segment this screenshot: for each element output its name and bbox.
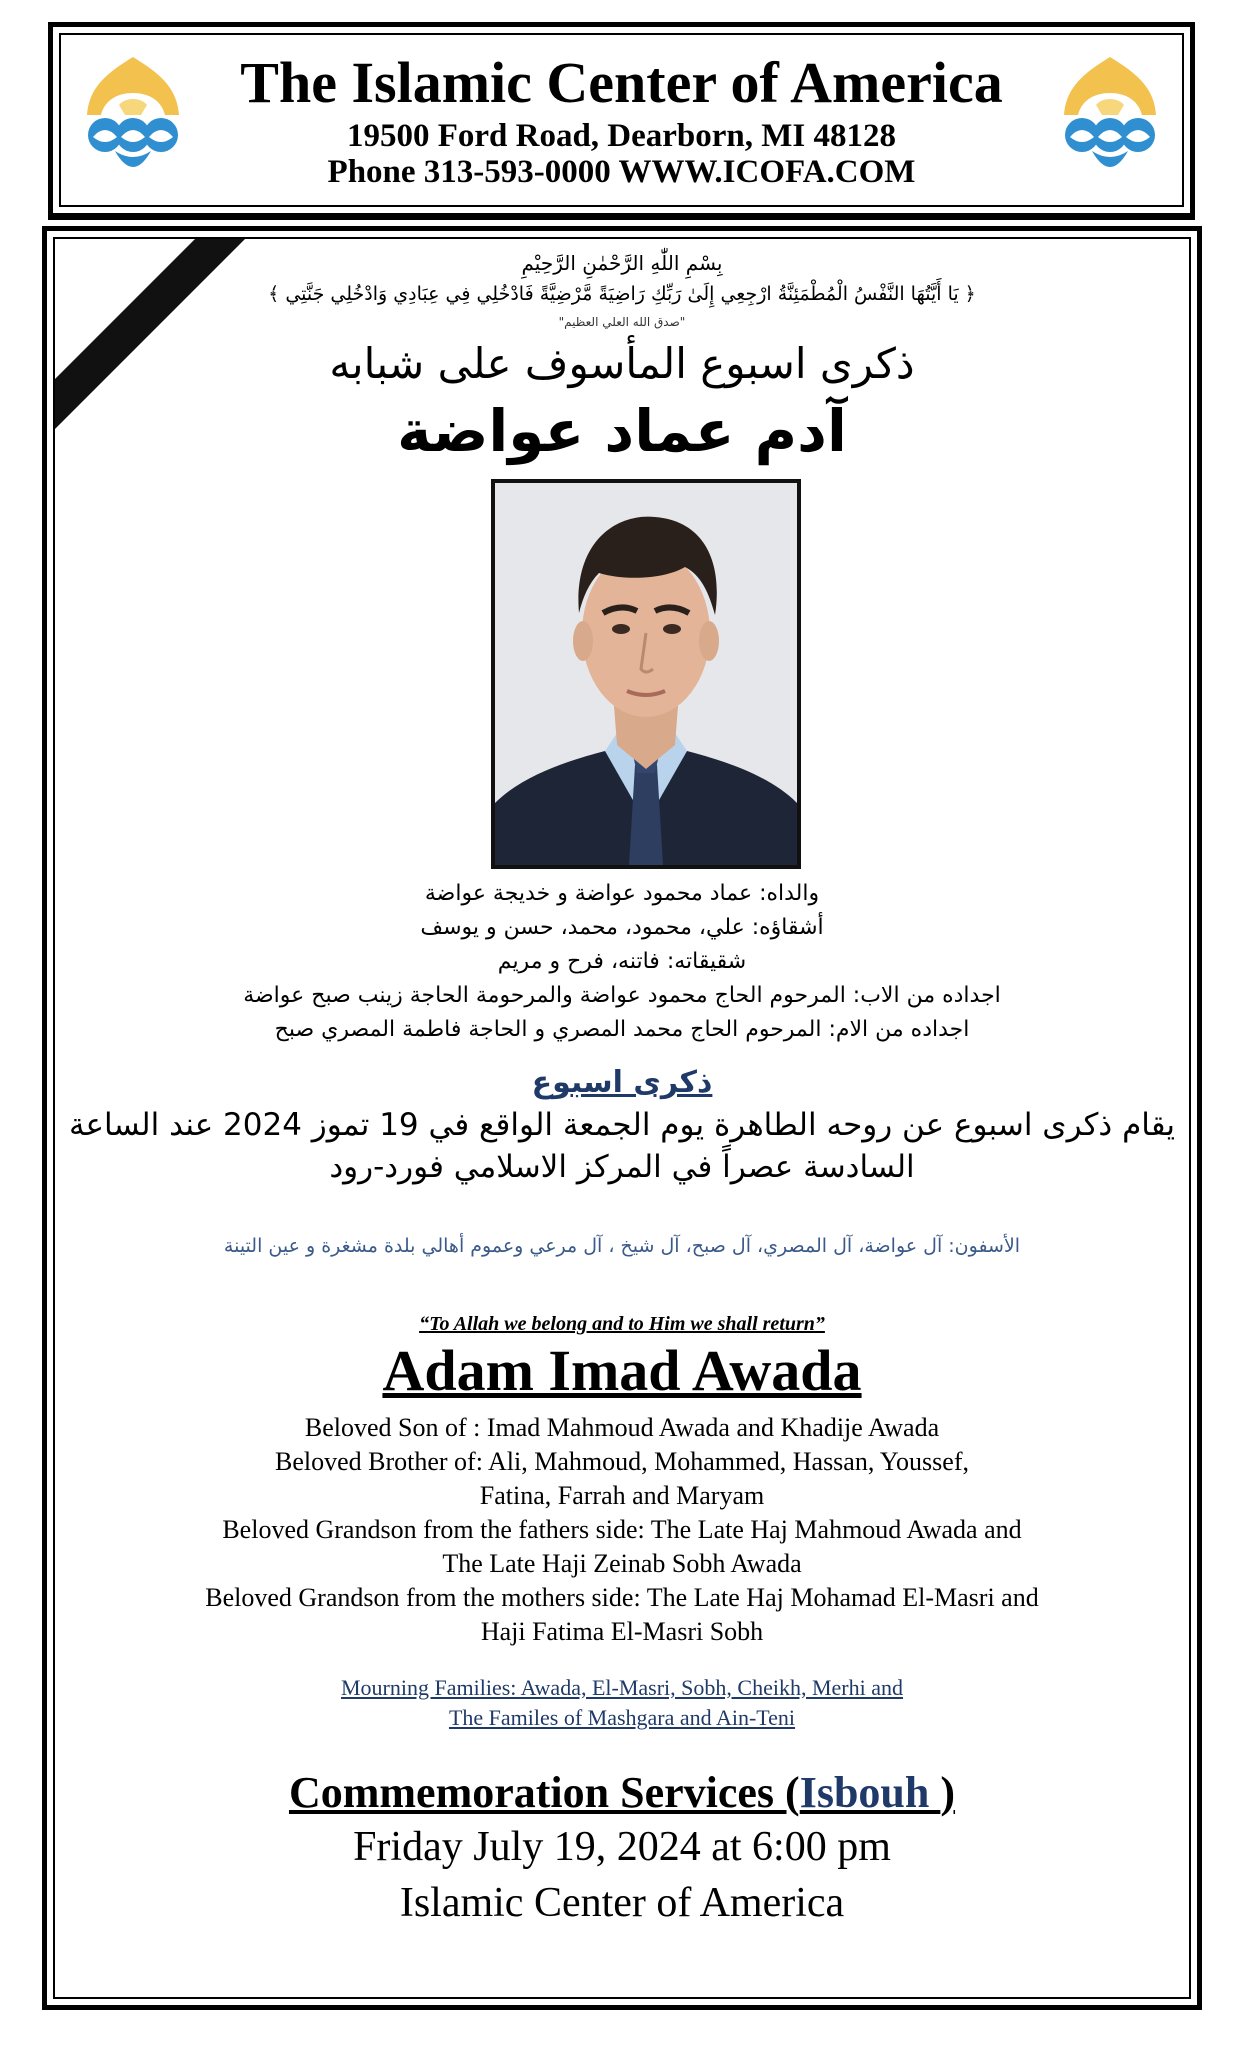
arabic-service-line-2: السادسة عصراً في المركز الاسلامي فورد-رود	[329, 1149, 915, 1185]
portrait-illustration	[495, 483, 797, 865]
service-title-prefix: Commemoration Services (	[288, 1768, 800, 1817]
english-quote: “To Allah we belong and to Him we shall return”	[419, 1313, 825, 1335]
arabic-name: آدم عماد عواضة	[397, 397, 847, 465]
english-grandson-father-line-2: The Late Haji Zeinab Sobh Awada	[442, 1549, 802, 1578]
english-service-place: Islamic Center of America	[399, 1880, 845, 1926]
english-grandson-mother-line-1: Beloved Grandson from the mothers side: The Late Haj Mohamad El-Masri and	[205, 1583, 1039, 1612]
arabic-maternal-grandparents: اجداده من الام: المرحوم الحاج محمد المصري و الحاجة فاطمة المصري صبح	[274, 1017, 970, 1042]
english-grandson-father-line-1: Beloved Grandson from the fathers side: The Late Haj Mahmoud Awada and	[222, 1515, 1022, 1544]
arabic-title: ذكرى اسبوع المأسوف على شبابه	[329, 339, 915, 388]
arabic-brothers: أشقاؤه: علي، محمود، محمد، حسن و يوسف	[420, 915, 824, 940]
portrait-photo	[491, 479, 801, 869]
header-separator	[48, 216, 1195, 220]
quran-verse: ﴿ يَا أَيَّتُهَا النَّفْسُ الْمُطْمَئِنَّةُ ارْجِعِي إِلَىٰ رَبِّكِ رَاضِيَةً مَّرْضِيَّةً فَادْخُلِي فِي عِبَادِي وَادْخُلِي جَنَّتِي ﴾	[268, 283, 976, 305]
verse-attribution: "صدق الله العلي العظيم"	[558, 315, 686, 329]
english-grandson-mother-line-2: Haji Fatima El-Masri Sobh	[480, 1617, 764, 1646]
org-phone-website: Phone 313-593-0000 WWW.ICOFA.COM	[327, 154, 916, 190]
org-name: The Islamic Center of America	[240, 50, 1003, 115]
english-name: Adam Imad Awada	[382, 1338, 862, 1403]
mosque-dome-logo-icon	[1056, 53, 1164, 181]
arabic-paternal-grandparents: اجداده من الاب: المرحوم الحاج محمود عواضة والمرحومة الحاجة زينب صبح عواضة	[243, 983, 1001, 1008]
arabic-sisters: شقيقاته: فاتنه، فرح و مريم	[497, 949, 747, 974]
english-brother-of-line-1: Beloved Brother of: Ali, Mahmoud, Mohammed, Hassan, Youssef,	[274, 1447, 969, 1476]
service-title-highlight: Isbouh	[799, 1768, 941, 1817]
header-frame	[48, 22, 1195, 218]
english-son-of: Beloved Son of : Imad Mahmoud Awada and Khadije Awada	[304, 1413, 940, 1442]
arabic-mourners: الأسفون: آل عواضة، آل المصري، آل صبح، آل شيخ ، آل مرعي وعموم أهالي بلدة مشغرة و عين التينة	[223, 1235, 1021, 1257]
english-service-title	[55, 1767, 1189, 1818]
main-frame	[42, 226, 1202, 2010]
basmala: بِسْمِ اللّٰهِ الرَّحْمٰنِ الرَّحِيْمِ	[521, 251, 723, 275]
english-mourning-families-line-2: The Familes of Mashgara and Ain-Teni	[448, 1705, 796, 1730]
main-inner-border	[53, 237, 1191, 1999]
arabic-parents: والداه: عماد محمود عواضة و خديجة عواضة	[424, 881, 820, 906]
org-address: 19500 Ford Road, Dearborn, MI 48128	[346, 118, 897, 154]
arabic-service-line-1: يقام ذكرى اسبوع عن روحه الطاهرة يوم الجمعة الواقع في 19 تموز 2024 عند الساعة	[68, 1107, 1176, 1143]
english-brother-of-line-2: Fatina, Farrah and Maryam	[479, 1481, 765, 1510]
arabic-service-title: ذكرى اسبوع	[531, 1065, 713, 1100]
english-mourning-families-line-1: Mourning Families: Awada, El-Masri, Sobh, Cheikh, Merhi and	[341, 1675, 903, 1700]
header-inner-border	[59, 33, 1184, 207]
english-service-date: Friday July 19, 2024 at 6:00 pm	[353, 1824, 891, 1870]
service-title-suffix: )	[940, 1768, 956, 1817]
